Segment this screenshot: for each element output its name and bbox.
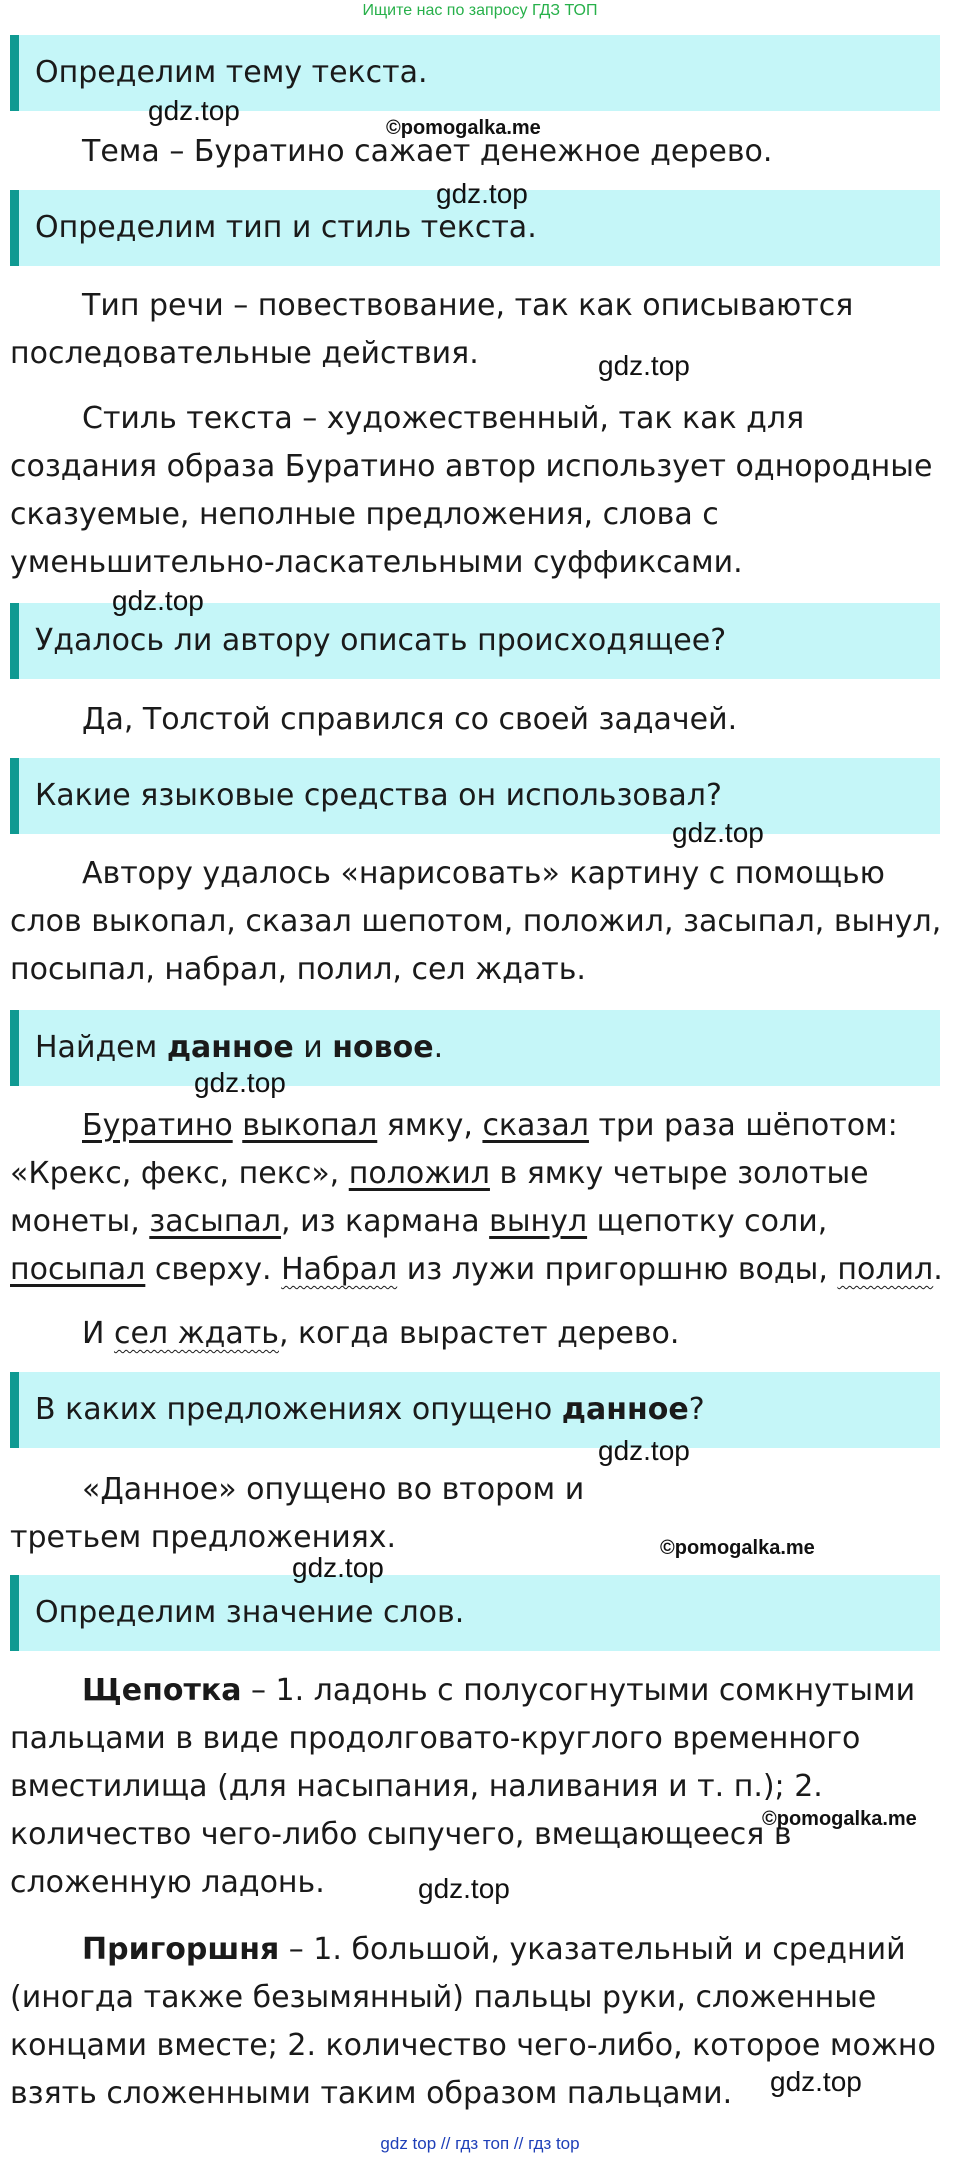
heading-text: . [433,1030,444,1065]
paragraph-style: Стиль текста – художественный, так как для создания образа Буратино автор использует однородные сказуемые, неполные предложения, слова с уменьшительно-ласкательными суффиксами. [10,401,933,580]
bold-term-given: данное [166,1030,294,1065]
text-run: . [933,1252,943,1287]
text-run: щепотку соли, [587,1204,828,1239]
watermark-gdz: gdz.top [770,2066,862,2097]
paragraph-sat-waiting [10,1310,945,1358]
paragraph-language-means: Автору удалось «нарисовать» картину с помощью слов выкопал, сказал шепотом, положил, засыпал, вынул, посыпал, набрал, полил, сел ждать. [10,856,942,987]
predicate-wavy-underlined: полил [837,1252,934,1287]
watermark-gdz: gdz.top [112,585,204,616]
section-heading-omitted-given [10,1372,940,1448]
top-banner-link[interactable]: Ищите нас по запросу ГДЗ ТОП [362,2,598,19]
subject-underlined: Буратино [82,1108,233,1143]
watermark-gdz: gdz.top [598,350,690,381]
section-heading-word-meanings: Определим значение слов. [10,1575,940,1651]
watermark-gdz: gdz.top [418,1873,510,1904]
bold-term-given: данное [561,1392,689,1427]
predicate-underlined: вынул [489,1204,588,1239]
watermark-gdz: gdz.top [292,1552,384,1583]
paragraph-topic: Тема – Буратино сажает денежное дерево. [82,134,773,169]
watermark-gdz: gdz.top [436,178,528,209]
paragraph-analyzed-text [10,1102,945,1294]
heading-text: и [293,1030,333,1065]
text-run: из лужи пригоршню воды, [397,1252,838,1287]
text-run: , из кармана [281,1204,490,1239]
watermark-gdz: gdz.top [598,1435,690,1466]
predicate-wavy-underlined: Набрал [281,1252,398,1287]
text-run: , когда вырастет дерево. [278,1316,680,1351]
term-handful: Пригоршня [82,1932,280,1967]
predicate-underlined: посыпал [10,1252,146,1287]
paragraph-definition-pinch [10,1667,945,1907]
section-heading-topic: Определим тему текста. [10,35,940,111]
heading-text: В каких предложениях опущено [35,1392,562,1427]
section-heading-given-new [10,1010,940,1086]
text-run: ямку, [377,1108,483,1143]
watermark-gdz: gdz.top [194,1067,286,1098]
text-run: И [82,1316,114,1351]
text-run [233,1108,243,1143]
section-heading-type-style: Определим тип и стиль текста. [10,190,940,266]
term-pinch: Щепотка [82,1673,242,1708]
section-heading-language-means: Какие языковые средства он использовал? [10,758,940,834]
bold-term-new: новое [332,1030,434,1065]
watermark-gdz: gdz.top [148,95,240,126]
paragraph-type: Тип речи – повествование, так как описываются последовательные действия. [10,288,854,371]
predicate-underlined: засыпал [149,1204,281,1239]
watermark-gdz: gdz.top [672,817,764,848]
text-run: в ямку четыре золотые монеты, [10,1156,869,1239]
definition-text: – 1. ладонь с полусогнутыми сомкнутыми пальцами в виде продолговато-круглого временного вместилища (для насыпания, наливания и т. п.); 2. количество чего-либо сыпучего, вмещающееся в сложенную ладонь. [10,1673,916,1900]
predicate-underlined: сказал [482,1108,589,1143]
predicate-wavy-underlined: сел ждать [113,1316,279,1351]
heading-text: ? [688,1392,705,1427]
text-run: сверху. [145,1252,282,1287]
predicate-underlined: выкопал [242,1108,378,1143]
section-heading-author-success: Удалось ли автору описать происходящее? [10,603,940,679]
watermark-pomogalka: ©pomogalka.me [762,1808,917,1830]
watermark-pomogalka: ©pomogalka.me [660,1537,815,1559]
watermark-pomogalka: ©pomogalka.me [386,117,541,139]
text-run: три раза шёпотом: «Крекс, фекс, пекс», [10,1108,898,1191]
footer-links[interactable]: gdz top // гдз топ // гдз top [380,2134,580,2153]
definition-text: – 1. большой, указательный и средний (иногда также безымянный) пальцы руки, сложенные концами вместе; 2. количество чего-либо, которое можно взять сложенными таким образом пальцами. [10,1932,936,2111]
heading-text: Найдем [35,1030,167,1065]
paragraph-omitted-given: «Данное» опущено во втором и третьем предложениях. [10,1472,585,1555]
paragraph-answer-tolstoy: Да, Толстой справился со своей задачей. [82,702,738,737]
predicate-underlined: положил [348,1156,490,1191]
